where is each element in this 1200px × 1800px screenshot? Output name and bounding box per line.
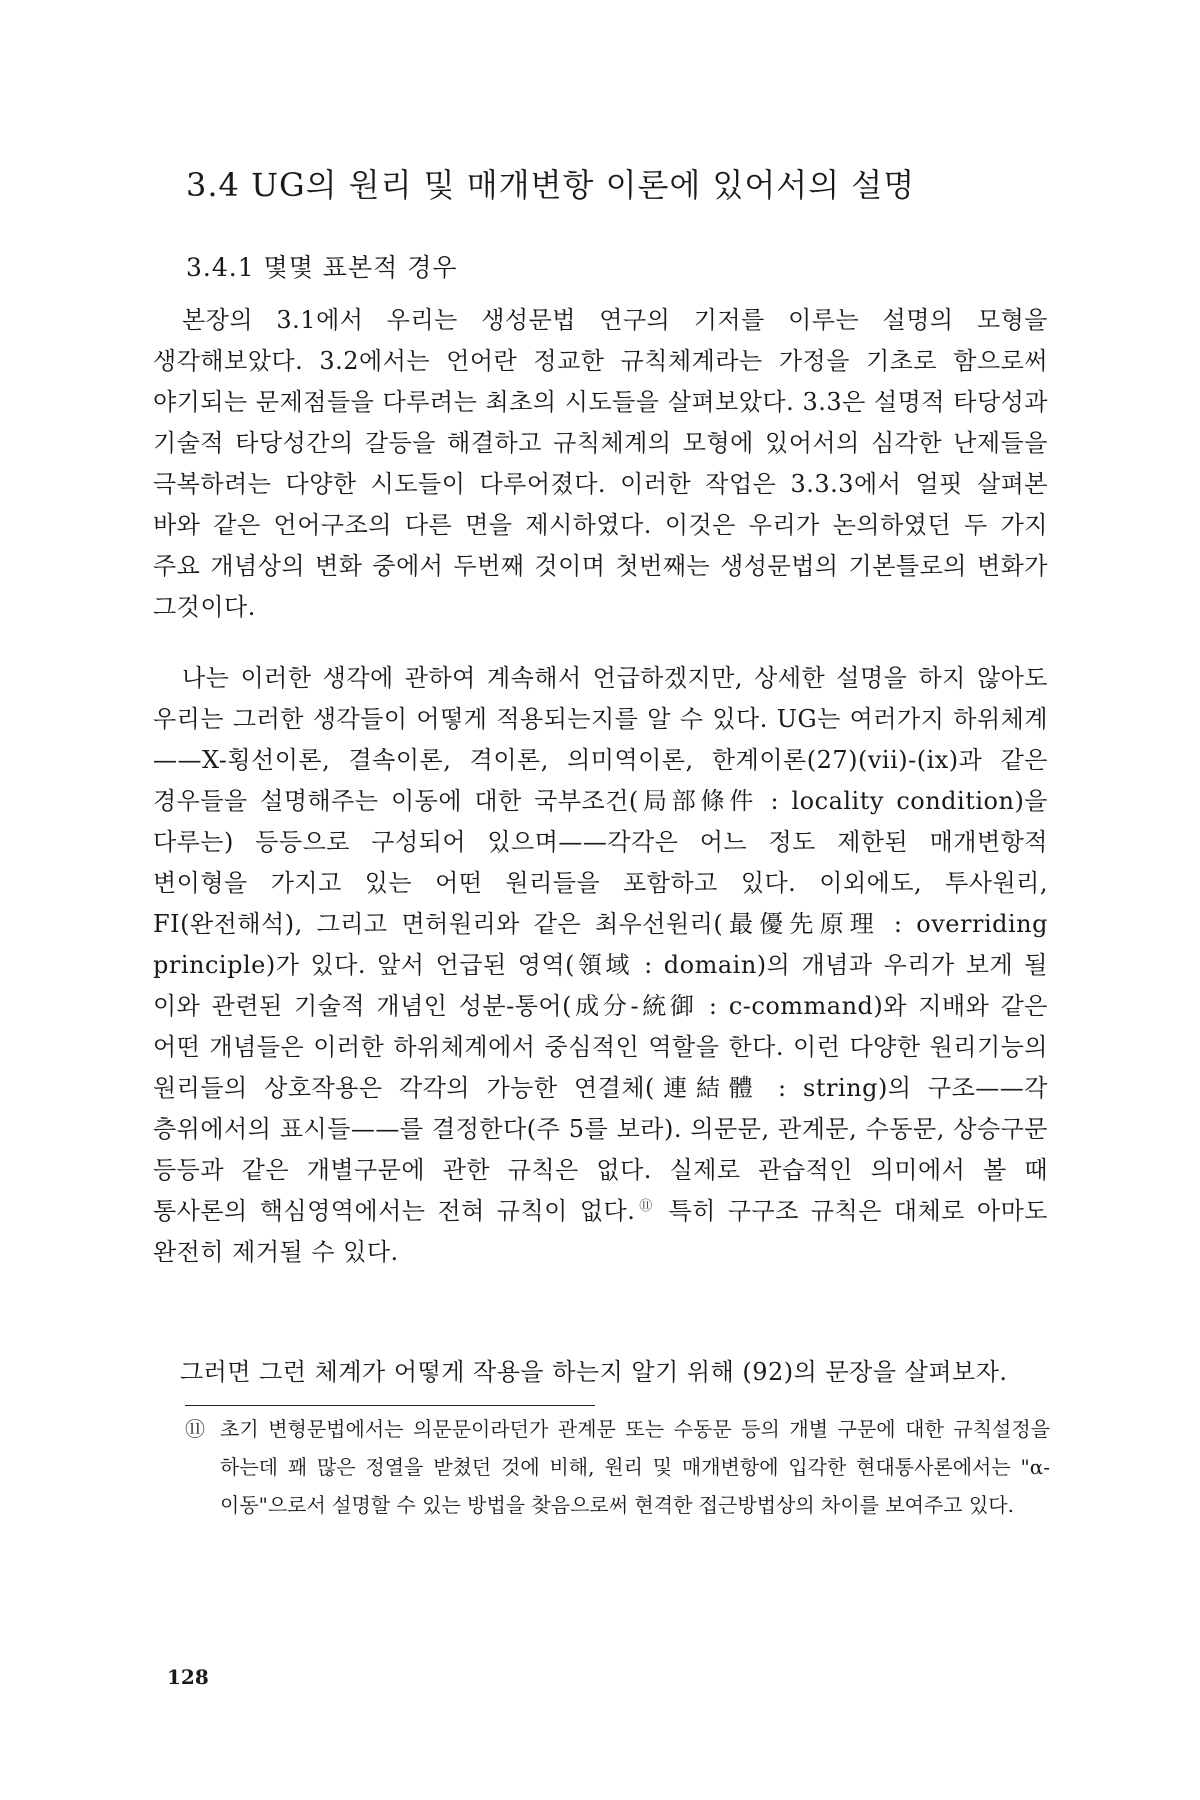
subsection-title: 3.4.1 몇몇 표본적 경우 [186, 253, 458, 282]
footnote-reference[interactable]: ⑪ [635, 1199, 657, 1214]
footnote-text: 초기 변형문법에서는 의문문이라던가 관계문 또는 수동문 등의 개별 구문에 대한 규칙설정을 하는데 꽤 많은 정열을 받쳤던 것에 비해, 원리 및 매개변항에 입각한 현대통사론에서는 "α-이동"으로서 설명할 수 있는 방법을 찾음으로써 현격한 접근방법상의 차이를 보여주고 있다. [220, 1417, 1050, 1517]
page-number: 128 [167, 1665, 209, 1689]
footnote [185, 1410, 1050, 1524]
footnote-divider [185, 1405, 595, 1406]
section-title: 3.4 UG의 원리 및 매개변항 이론에 있어서의 설명 [186, 166, 916, 204]
paragraph-2-body: 나는 이러한 생각에 관하여 계속해서 언급하겠지만, 상세한 설명을 하지 않아도 우리는 그러한 생각들이 어떻게 적용되는지를 알 수 있다. UG는 여러가지 하위체계——X-횡선이론, 결속이론, 격이론, 의미역이론, 한계이론(27)(vii)-(ix)과 같은 경우들을 설명해주는 이동에 대한 국부조건(局部條件 : locality condition)을 다루는) 등등으로 구성되어 있으며——각각은 어느 정도 제한된 매개변항적 변이형을 가지고 있는 어떤 원리들을 포함하고 있다. 이외에도, 투사원리, FI(완전해석), 그리고 면허원리와 같은 최우선원리(最優先原理 : overriding principle)가 있다. 앞서 언급된 영역(領域 : domain)의 개념과 우리가 보게 될 이와 관련된 기술적 개념인 성분-통어(成分-統御 : c-command)와 지배와 같은 어떤 개념들은 이러한 하위체계에서 중심적인 역할을 한다. 이런 다양한 원리기능의 원리들의 상호작용은 각각의 가능한 연결체(連結體 : string)의 구조——각 층위에서의 표시들——를 결정한다(주 5를 보라). 의문문, 관계문, 수동문, 상승구문 등등과 같은 개별구문에 관한 규칙은 없다. 실제로 관습적인 의미에서 볼 때 통사론의 핵심영역에서는 전혀 규칙이 없다. [153, 664, 1048, 1225]
paragraph-3: 그러면 그런 체계가 어떻게 작용을 하는지 알기 위해 (92)의 문장을 살펴보자. [180, 1358, 1008, 1386]
paragraph-2 [153, 658, 1048, 1273]
paragraph-2-tail: 특히 구구조 규칙은 대체로 아마도 완전히 제거될 수 있다. [153, 1197, 1048, 1266]
footnote-marker: ⑪ [185, 1417, 205, 1441]
paragraph-1: 본장의 3.1에서 우리는 생성문법 연구의 기저를 이루는 설명의 모형을 생각해보았다. 3.2에서는 언어란 정교한 규칙체계라는 가정을 기초로 함으로써 야기되는 문제점들을 다루려는 최초의 시도들을 살펴보았다. 3.3은 설명적 타당성과 기술적 타당성간의 갈등을 해결하고 규칙체계의 모형에 있어서의 심각한 난제들을 극복하려는 다양한 시도들이 다루어졌다. 이러한 작업은 3.3.3에서 얼핏 살펴본 바와 같은 언어구조의 다른 면을 제시하였다. 이것은 우리가 논의하였던 두 가지 주요 개념상의 변화 중에서 두번째 것이며 첫번째는 생성문법의 기본틀로의 변화가 그것이다. [153, 306, 1048, 621]
